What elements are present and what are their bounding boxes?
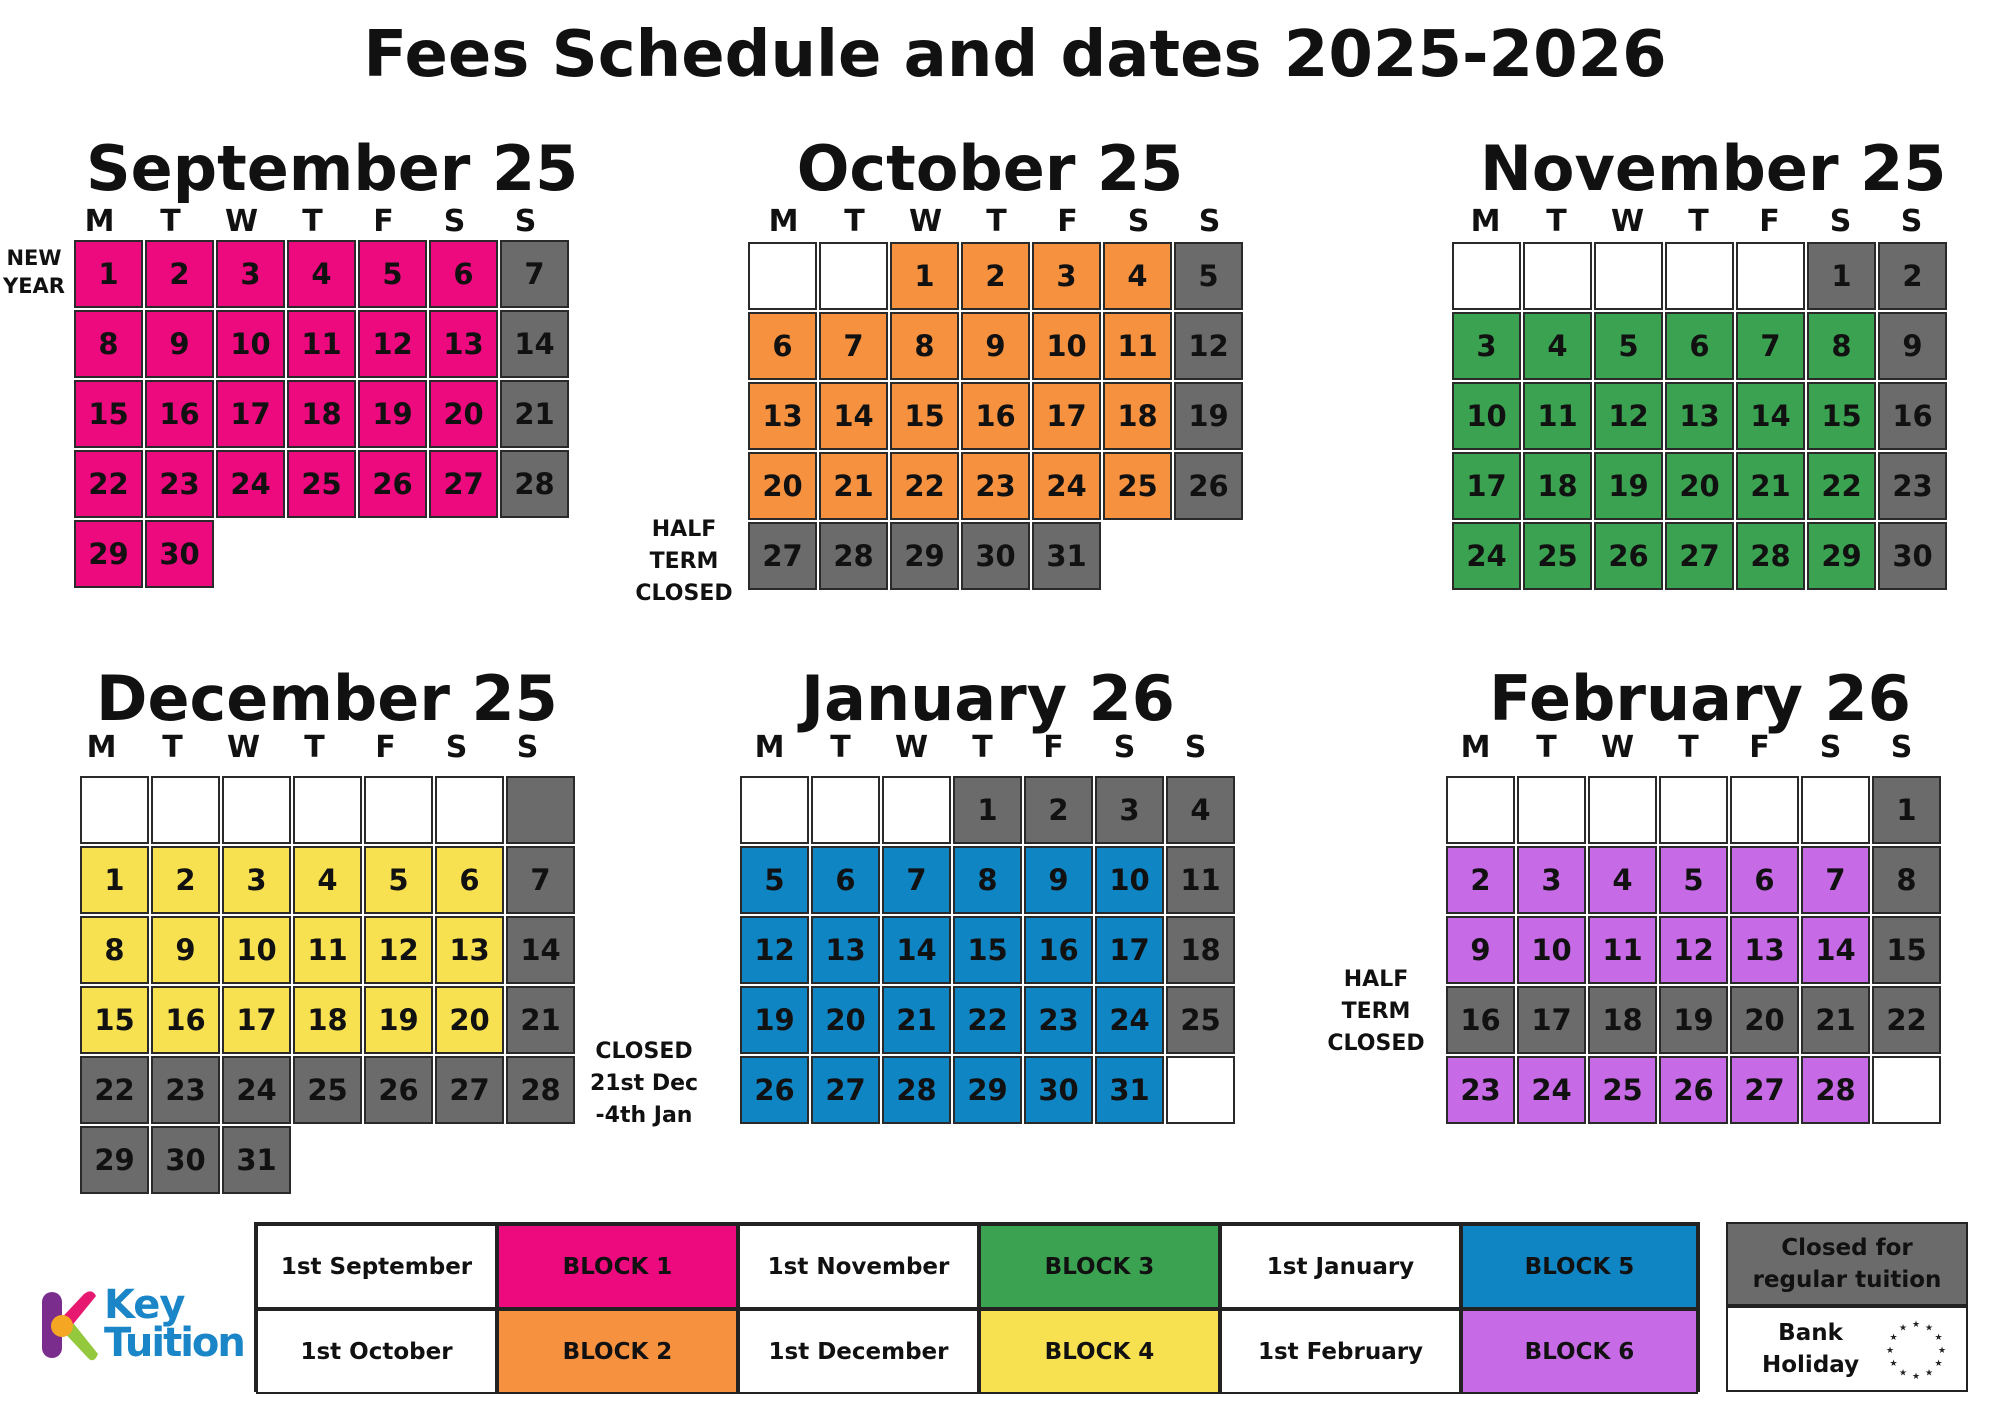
tuition-day-cell: 7 <box>1801 846 1870 914</box>
weekday-label: T <box>302 204 323 239</box>
blank-day-cell <box>1517 776 1586 844</box>
weekday-label: S <box>1198 204 1221 239</box>
tuition-day-cell: 9 <box>151 916 220 984</box>
legend-block: BLOCK 3 <box>979 1224 1220 1309</box>
weekday-label: F <box>375 730 396 765</box>
tuition-day-cell: 27 <box>429 450 498 518</box>
weekday-label: T <box>304 730 325 765</box>
tuition-day-cell: 1 <box>74 240 143 308</box>
weekday-label: S <box>1900 204 1923 239</box>
weekday-label: M <box>1460 730 1491 765</box>
blank-day-cell <box>435 776 504 844</box>
closed-day-cell: 31 <box>222 1126 291 1194</box>
closed-day-cell: 17 <box>1517 986 1586 1054</box>
legend-date: 1st January <box>1220 1224 1461 1309</box>
blank-day-cell <box>506 776 575 844</box>
tuition-day-cell: 17 <box>1032 382 1101 450</box>
october-half-term-note: HALF TERM CLOSED <box>635 517 733 606</box>
tuition-day-cell: 4 <box>293 846 362 914</box>
closed-day-cell: 25 <box>293 1056 362 1124</box>
svg-text:★: ★ <box>1889 1333 1898 1343</box>
blank-day-cell <box>740 776 809 844</box>
tuition-day-cell: 2 <box>145 240 214 308</box>
tuition-day-cell: 24 <box>1095 986 1164 1054</box>
february-half-term-note: HALF TERM CLOSED <box>1327 967 1425 1056</box>
month-title: October 25 <box>796 132 1184 205</box>
weekday-label: M <box>86 730 117 765</box>
tuition-day-cell: 11 <box>1103 312 1172 380</box>
tuition-day-cell: 6 <box>811 846 880 914</box>
tuition-day-cell: 29 <box>74 520 143 588</box>
weekday-label: S <box>514 204 537 239</box>
tuition-day-cell: 13 <box>429 310 498 378</box>
tuition-day-cell: 26 <box>1659 1056 1728 1124</box>
blank-day-cell <box>1588 776 1657 844</box>
closed-day-cell: 9 <box>1878 312 1947 380</box>
tuition-day-cell: 18 <box>293 986 362 1054</box>
closed-day-cell: 30 <box>1878 522 1947 590</box>
closed-day-cell: 15 <box>1872 916 1941 984</box>
tuition-day-cell: 19 <box>364 986 433 1054</box>
tuition-day-cell: 3 <box>216 240 285 308</box>
tuition-day-cell: 11 <box>1588 916 1657 984</box>
weekday-label: T <box>160 204 181 239</box>
tuition-day-cell: 12 <box>1594 382 1663 450</box>
legend-block: BLOCK 5 <box>1461 1224 1698 1309</box>
weekday-label: T <box>830 730 851 765</box>
tuition-day-cell: 23 <box>1024 986 1093 1054</box>
weekday-header <box>734 730 1231 765</box>
tuition-day-cell: 22 <box>74 450 143 518</box>
tuition-day-cell: 3 <box>222 846 291 914</box>
tuition-day-cell: 30 <box>1024 1056 1093 1124</box>
blank-day-cell <box>1446 776 1515 844</box>
svg-text:★: ★ <box>1889 1359 1898 1369</box>
tuition-day-cell: 6 <box>435 846 504 914</box>
closed-day-cell: 19 <box>1174 382 1243 450</box>
closed-day-cell: 14 <box>506 916 575 984</box>
tuition-day-cell: 24 <box>1032 452 1101 520</box>
tuition-day-cell: 24 <box>216 450 285 518</box>
tuition-day-cell: 25 <box>287 450 356 518</box>
closed-day-cell: 29 <box>80 1126 149 1194</box>
tuition-day-cell: 24 <box>1452 522 1521 590</box>
tuition-day-cell: 19 <box>1594 452 1663 520</box>
weekday-label: M <box>768 204 799 239</box>
closed-day-cell: 18 <box>1588 986 1657 1054</box>
month-title: December 25 <box>96 662 558 735</box>
svg-text:★: ★ <box>1937 1346 1947 1356</box>
weekday-label: T <box>1546 204 1567 239</box>
closed-day-cell: 12 <box>1174 312 1243 380</box>
blank-day-cell <box>1730 776 1799 844</box>
tuition-day-cell: 13 <box>1730 916 1799 984</box>
blank-day-cell <box>222 776 291 844</box>
tuition-day-cell: 28 <box>1801 1056 1870 1124</box>
closed-day-cell: 30 <box>151 1126 220 1194</box>
tuition-day-cell: 15 <box>953 916 1022 984</box>
tuition-day-cell: 12 <box>364 916 433 984</box>
tuition-day-cell: 5 <box>1594 312 1663 380</box>
tuition-day-cell: 25 <box>1588 1056 1657 1124</box>
weekday-label: F <box>373 204 394 239</box>
block-legend <box>254 1222 1700 1392</box>
weekday-label: S <box>1113 730 1136 765</box>
tuition-day-cell: 27 <box>1665 522 1734 590</box>
weekday-label: T <box>1688 204 1709 239</box>
svg-text:★: ★ <box>1934 1333 1943 1343</box>
new-year-note: NEW YEAR <box>3 246 65 298</box>
closed-day-cell: 24 <box>222 1056 291 1124</box>
tuition-day-cell: 13 <box>435 916 504 984</box>
tuition-day-cell: 9 <box>1024 846 1093 914</box>
tuition-day-cell: 11 <box>1523 382 1592 450</box>
tuition-day-cell: 28 <box>1736 522 1805 590</box>
tuition-day-cell: 29 <box>953 1056 1022 1124</box>
legend-block: BLOCK 2 <box>497 1309 738 1394</box>
tuition-day-cell: 3 <box>1032 242 1101 310</box>
tuition-day-cell: 12 <box>1659 916 1728 984</box>
closed-day-cell: 16 <box>1446 986 1515 1054</box>
weekday-label: T <box>986 204 1007 239</box>
blank-day-cell <box>811 776 880 844</box>
closed-day-cell: 23 <box>151 1056 220 1124</box>
month-title: September 25 <box>86 132 579 205</box>
tuition-day-cell: 14 <box>1801 916 1870 984</box>
weekday-label: M <box>1470 204 1501 239</box>
svg-text:★: ★ <box>1898 1368 1908 1379</box>
tuition-day-cell: 20 <box>811 986 880 1054</box>
weekday-label: S <box>1819 730 1842 765</box>
weekday-header <box>1440 730 1937 765</box>
closed-day-cell: 30 <box>961 522 1030 590</box>
weekday-label: M <box>754 730 785 765</box>
closed-day-cell: 8 <box>1872 846 1941 914</box>
weekday-label: F <box>1057 204 1078 239</box>
weekday-label: S <box>1890 730 1913 765</box>
weekday-label: S <box>443 204 466 239</box>
closed-day-cell: 27 <box>435 1056 504 1124</box>
month-title: January 26 <box>801 662 1175 735</box>
weekday-label: F <box>1043 730 1064 765</box>
tuition-day-cell: 19 <box>358 380 427 448</box>
closed-day-cell: 28 <box>500 450 569 518</box>
legend-block: BLOCK 4 <box>979 1309 1220 1394</box>
tuition-day-cell: 20 <box>435 986 504 1054</box>
tuition-day-cell: 6 <box>1665 312 1734 380</box>
closed-day-cell: 22 <box>80 1056 149 1124</box>
tuition-day-cell: 15 <box>1807 382 1876 450</box>
tuition-day-cell: 15 <box>74 380 143 448</box>
closed-day-cell: 22 <box>1872 986 1941 1054</box>
closed-legend-item: Closed for regular tuition <box>1726 1222 1968 1306</box>
tuition-day-cell: 26 <box>1594 522 1663 590</box>
weekday-label: S <box>1184 730 1207 765</box>
tuition-day-cell: 14 <box>1736 382 1805 450</box>
blank-day-cell <box>882 776 951 844</box>
blank-day-cell <box>80 776 149 844</box>
weekday-label: T <box>162 730 183 765</box>
weekday-header <box>64 204 561 239</box>
tuition-day-cell: 3 <box>1452 312 1521 380</box>
tuition-day-cell: 4 <box>287 240 356 308</box>
tuition-day-cell: 6 <box>748 312 817 380</box>
blank-day-cell <box>1872 1056 1941 1124</box>
tuition-day-cell: 6 <box>429 240 498 308</box>
tuition-day-cell: 10 <box>1517 916 1586 984</box>
closed-day-cell: 28 <box>819 522 888 590</box>
tuition-day-cell: 13 <box>811 916 880 984</box>
closed-day-cell: 2 <box>1024 776 1093 844</box>
tuition-day-cell: 2 <box>151 846 220 914</box>
tuition-day-cell: 26 <box>358 450 427 518</box>
tuition-day-cell: 17 <box>216 380 285 448</box>
tuition-day-cell: 15 <box>890 382 959 450</box>
tuition-day-cell: 19 <box>740 986 809 1054</box>
tuition-day-cell: 6 <box>1730 846 1799 914</box>
legend-block: BLOCK 6 <box>1461 1309 1698 1394</box>
bank-holiday-label: Bank Holiday <box>1762 1320 1860 1378</box>
tuition-day-cell: 11 <box>293 916 362 984</box>
tuition-day-cell: 5 <box>740 846 809 914</box>
tuition-day-cell: 17 <box>1452 452 1521 520</box>
blank-day-cell <box>1736 242 1805 310</box>
closed-day-cell: 5 <box>1174 242 1243 310</box>
closed-day-cell: 11 <box>1166 846 1235 914</box>
logo-text-tuition: Tuition <box>104 1320 244 1366</box>
closed-day-cell: 14 <box>500 310 569 378</box>
tuition-day-cell: 7 <box>1736 312 1805 380</box>
tuition-day-cell: 16 <box>145 380 214 448</box>
closed-day-cell: 27 <box>748 522 817 590</box>
tuition-day-cell: 4 <box>1103 242 1172 310</box>
weekday-label: T <box>972 730 993 765</box>
tuition-day-cell: 9 <box>1446 916 1515 984</box>
tuition-day-cell: 20 <box>429 380 498 448</box>
tuition-day-cell: 13 <box>748 382 817 450</box>
tuition-day-cell: 20 <box>1665 452 1734 520</box>
tuition-day-cell: 21 <box>819 452 888 520</box>
tuition-day-cell: 23 <box>1446 1056 1515 1124</box>
tuition-day-cell: 18 <box>1523 452 1592 520</box>
closed-day-cell: 23 <box>1878 452 1947 520</box>
weekday-label: T <box>1678 730 1699 765</box>
tuition-day-cell: 20 <box>748 452 817 520</box>
closed-day-cell: 2 <box>1878 242 1947 310</box>
weekday-label: W <box>908 204 943 239</box>
blank-day-cell <box>748 242 817 310</box>
blank-day-cell <box>1594 242 1663 310</box>
tuition-day-cell: 17 <box>222 986 291 1054</box>
tuition-day-cell: 14 <box>819 382 888 450</box>
tuition-day-cell: 16 <box>961 382 1030 450</box>
svg-text:★: ★ <box>1924 1368 1934 1379</box>
svg-text:★: ★ <box>1885 1346 1895 1356</box>
tuition-day-cell: 1 <box>80 846 149 914</box>
tuition-day-cell: 16 <box>1024 916 1093 984</box>
blank-day-cell <box>1523 242 1592 310</box>
closed-day-cell: 31 <box>1032 522 1101 590</box>
december-closed-note: CLOSED 21st Dec -4th Jan <box>589 1039 699 1128</box>
tuition-day-cell: 14 <box>882 916 951 984</box>
tuition-day-cell: 13 <box>1665 382 1734 450</box>
weekday-label: T <box>1536 730 1557 765</box>
key-tuition-logo <box>40 1282 250 1368</box>
tuition-day-cell: 2 <box>961 242 1030 310</box>
blank-day-cell <box>819 242 888 310</box>
stars-circle-icon <box>1884 1318 1948 1382</box>
closed-day-cell: 7 <box>506 846 575 914</box>
page-title: Fees Schedule and dates 2025-2026 <box>363 18 1667 92</box>
closed-day-cell: 25 <box>1166 986 1235 1054</box>
blank-day-cell <box>1801 776 1870 844</box>
tuition-day-cell: 7 <box>819 312 888 380</box>
blank-day-cell <box>1166 1056 1235 1124</box>
closed-day-cell: 21 <box>1801 986 1870 1054</box>
tuition-day-cell: 8 <box>74 310 143 378</box>
tuition-day-cell: 29 <box>1807 522 1876 590</box>
svg-text:★: ★ <box>1911 1372 1921 1382</box>
closed-day-cell: 26 <box>1174 452 1243 520</box>
tuition-day-cell: 16 <box>151 986 220 1054</box>
logo-text-key: Key <box>104 1282 185 1328</box>
closed-day-cell: 21 <box>506 986 575 1054</box>
tuition-day-cell: 9 <box>145 310 214 378</box>
tuition-day-cell: 27 <box>811 1056 880 1124</box>
blank-day-cell <box>1665 242 1734 310</box>
weekday-label: T <box>844 204 865 239</box>
tuition-day-cell: 18 <box>1103 382 1172 450</box>
weekday-label: S <box>516 730 539 765</box>
tuition-day-cell: 10 <box>222 916 291 984</box>
tuition-day-cell: 24 <box>1517 1056 1586 1124</box>
weekday-label: W <box>226 730 261 765</box>
closed-day-cell: 16 <box>1878 382 1947 450</box>
tuition-day-cell: 27 <box>1730 1056 1799 1124</box>
legend-date: 1st December <box>738 1309 979 1394</box>
tuition-day-cell: 22 <box>890 452 959 520</box>
status-legend <box>1726 1222 1968 1392</box>
closed-day-cell: 3 <box>1095 776 1164 844</box>
tuition-day-cell: 5 <box>364 846 433 914</box>
blank-day-cell <box>293 776 362 844</box>
weekday-label: W <box>1610 204 1645 239</box>
closed-day-cell: 1 <box>953 776 1022 844</box>
closed-day-cell: 26 <box>364 1056 433 1124</box>
legend-date: 1st October <box>256 1309 497 1394</box>
blank-day-cell <box>364 776 433 844</box>
tuition-day-cell: 10 <box>1032 312 1101 380</box>
closed-day-cell: 7 <box>500 240 569 308</box>
tuition-day-cell: 21 <box>1736 452 1805 520</box>
weekday-header <box>66 730 563 765</box>
tuition-day-cell: 9 <box>961 312 1030 380</box>
blank-day-cell <box>1452 242 1521 310</box>
tuition-day-cell: 23 <box>961 452 1030 520</box>
tuition-day-cell: 30 <box>145 520 214 588</box>
weekday-header <box>1450 204 1947 239</box>
tuition-day-cell: 17 <box>1095 916 1164 984</box>
closed-day-cell: 18 <box>1166 916 1235 984</box>
legend-date: 1st September <box>256 1224 497 1309</box>
closed-day-cell: 1 <box>1807 242 1876 310</box>
tuition-day-cell: 21 <box>882 986 951 1054</box>
tuition-day-cell: 8 <box>80 916 149 984</box>
svg-text:★: ★ <box>1898 1323 1908 1334</box>
weekday-label: W <box>1600 730 1635 765</box>
weekday-label: M <box>84 204 115 239</box>
tuition-day-cell: 12 <box>740 916 809 984</box>
weekday-label: W <box>894 730 929 765</box>
closed-day-cell: 4 <box>1166 776 1235 844</box>
tuition-day-cell: 8 <box>890 312 959 380</box>
month-title: February 26 <box>1489 662 1911 735</box>
legend-block: BLOCK 1 <box>497 1224 738 1309</box>
tuition-day-cell: 8 <box>1807 312 1876 380</box>
tuition-day-cell: 25 <box>1523 522 1592 590</box>
tuition-day-cell: 10 <box>216 310 285 378</box>
tuition-day-cell: 10 <box>1095 846 1164 914</box>
tuition-day-cell: 15 <box>80 986 149 1054</box>
weekday-label: S <box>1829 204 1852 239</box>
weekday-header <box>748 204 1245 239</box>
tuition-day-cell: 22 <box>953 986 1022 1054</box>
svg-text:★: ★ <box>1924 1323 1934 1334</box>
legend-date: 1st November <box>738 1224 979 1309</box>
tuition-day-cell: 4 <box>1523 312 1592 380</box>
weekday-label: F <box>1749 730 1770 765</box>
svg-text:★: ★ <box>1911 1320 1921 1330</box>
weekday-label: F <box>1759 204 1780 239</box>
blank-day-cell <box>151 776 220 844</box>
svg-text:★: ★ <box>1934 1359 1943 1369</box>
closed-day-cell: 1 <box>1872 776 1941 844</box>
tuition-day-cell: 5 <box>1659 846 1728 914</box>
tuition-day-cell: 1 <box>890 242 959 310</box>
closed-day-cell: 21 <box>500 380 569 448</box>
weekday-label: S <box>445 730 468 765</box>
weekday-label: W <box>224 204 259 239</box>
tuition-day-cell: 22 <box>1807 452 1876 520</box>
closed-day-cell: 29 <box>890 522 959 590</box>
closed-day-cell: 20 <box>1730 986 1799 1054</box>
tuition-day-cell: 11 <box>287 310 356 378</box>
blank-day-cell <box>1659 776 1728 844</box>
tuition-day-cell: 7 <box>882 846 951 914</box>
tuition-day-cell: 3 <box>1517 846 1586 914</box>
tuition-day-cell: 10 <box>1452 382 1521 450</box>
month-title: November 25 <box>1480 132 1947 205</box>
closed-day-cell: 28 <box>506 1056 575 1124</box>
tuition-day-cell: 12 <box>358 310 427 378</box>
tuition-day-cell: 26 <box>740 1056 809 1124</box>
tuition-day-cell: 4 <box>1588 846 1657 914</box>
tuition-day-cell: 2 <box>1446 846 1515 914</box>
closed-day-cell: 19 <box>1659 986 1728 1054</box>
legend-date: 1st February <box>1220 1309 1461 1394</box>
tuition-day-cell: 23 <box>145 450 214 518</box>
tuition-day-cell: 8 <box>953 846 1022 914</box>
tuition-day-cell: 5 <box>358 240 427 308</box>
tuition-day-cell: 28 <box>882 1056 951 1124</box>
bank-holiday-legend-item <box>1726 1306 1968 1392</box>
tuition-day-cell: 31 <box>1095 1056 1164 1124</box>
weekday-label: S <box>1127 204 1150 239</box>
tuition-day-cell: 18 <box>287 380 356 448</box>
key-tuition-k-icon <box>40 1288 100 1364</box>
tuition-day-cell: 25 <box>1103 452 1172 520</box>
